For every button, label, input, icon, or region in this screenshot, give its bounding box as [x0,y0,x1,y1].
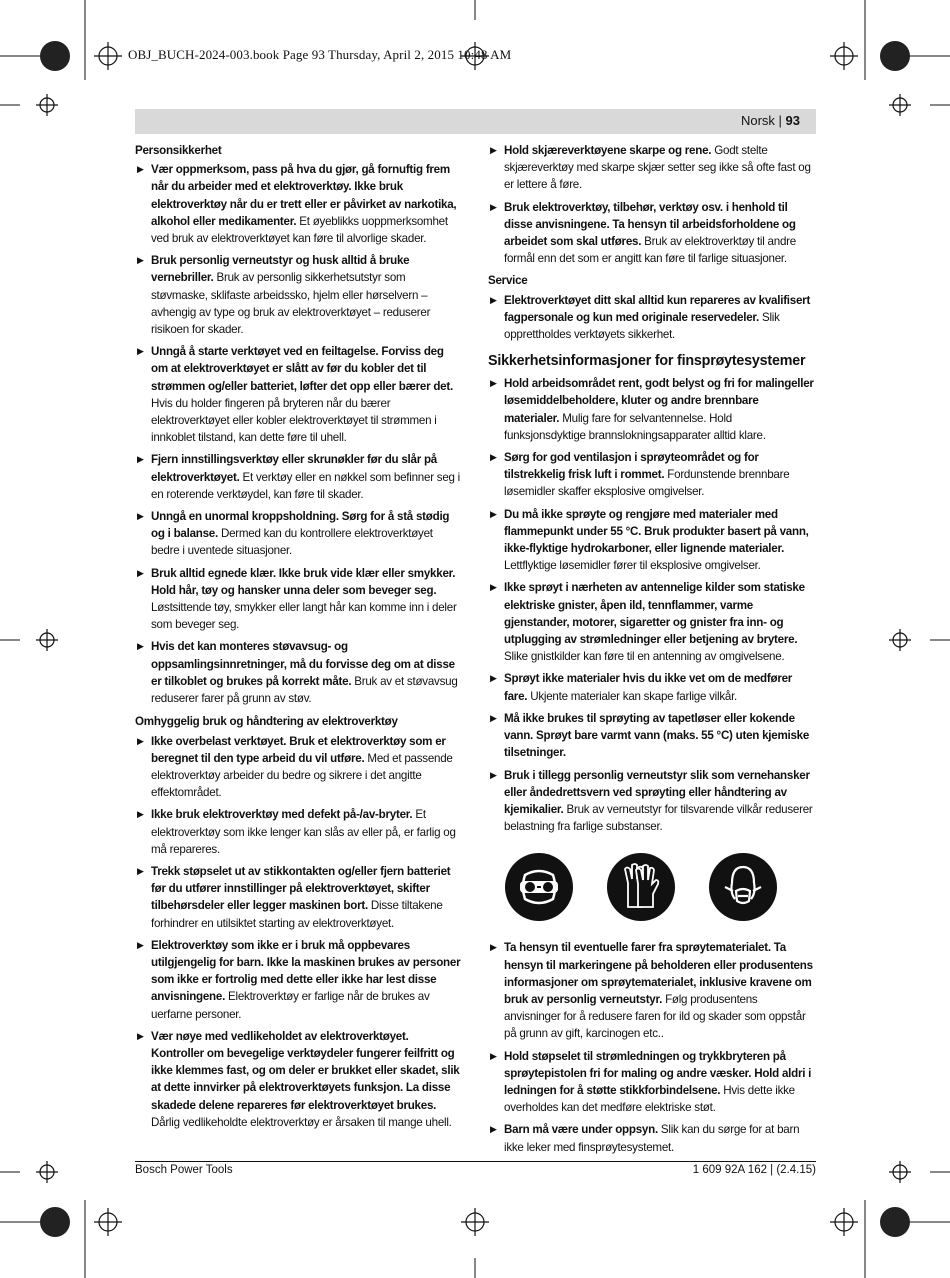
section-title-personal-safety: Personsikkerhet [135,144,222,157]
bullet-instruction: Fjern innstillingsverktøy eller skrunøkler før du slår på elektroverktøyet. [151,453,437,484]
bullet-item [135,252,462,338]
bullet-instruction: Ta hensyn til eventuelle farer fra sprøytematerialet. Ta hensyn til markeringene på beholderen eller produsentens informasjoner om sprøytematerialet, inklusive kravene om bruk av personlig verneutstyr. [504,941,813,1006]
bullet-arrow-icon: ▶ [490,769,497,780]
spray-material-list [488,939,815,1155]
bullet-arrow-icon: ▶ [137,567,144,578]
protective-gloves-icon [607,853,675,921]
bullet-explanation: Slik opprettholdes verktøyets sikkerhet. [504,310,780,342]
bullet-arrow-icon: ▶ [137,346,144,357]
section-title-careful-use: Omhyggelig bruk og håndtering av elektroverktøy [135,715,398,729]
personal-safety-list [135,161,462,707]
bullet-item [488,767,815,836]
bullet-explanation: Følg produsentens anvisninger for å redusere faren for ild og skader som oppstår på grunn av gift, karcinogen etc.. [504,992,806,1041]
bullet-instruction: Ikke sprøyt i nærheten av antennelige kilder som statiske elektriske gnister, åpen ild, tennflammer, varme gjenstander, motorer, sigaretter og gnister fra inn- og utplugging av strømledninger eller betjening av brytere. [504,581,805,647]
bullet-instruction: Må ikke brukes til sprøyting av tapetløser eller kokende vann. Sprøyt bare varmt vann (maks. 55 °C) uten kjemiske tilsetninger. [504,711,810,760]
ppe-icons-row [505,853,777,921]
bullet-explanation: Bruk av verneutstyr for tilsvarende vilkår reduserer belastning fra farlige substanser. [504,802,813,834]
bullet-instruction: Vær nøye med vedlikeholdet av elektroverktøyet. Kontroller om bevegelige verktøydeler fungerer feilfritt og ikke klemmes fast, og om deler er brukket eller skadet, slik at dette innvirker på elektroverktøyets funksjon. La disse skadede delene repareres før elektroverktøyet brukes. [151,1029,460,1112]
bullet-instruction: Ikke bruk elektroverktøy med defekt på-/av-bryter. [151,808,413,822]
service-list [488,292,815,344]
bullet-arrow-icon: ▶ [137,939,144,950]
bullet-arrow-icon: ▶ [137,809,144,820]
header-language: Norsk [740,113,775,128]
bullet-item [135,565,462,634]
bullet-item [135,937,462,1023]
bullet-item [135,508,462,560]
bullet-arrow-icon: ▶ [490,1124,497,1135]
bullet-arrow-icon: ▶ [137,454,144,465]
bullet-arrow-icon: ▶ [490,673,497,684]
section-title-service: Service [488,274,528,288]
bullet-instruction: Hold støpselet til strømledningen og trykkbryteren på sprøytepistolen fri for maling og andre væsker. Hold aldri i ledningen for å støtte stikkforbindelsene. [504,1049,812,1097]
bullet-explanation: Lettflyktige løsemidler fører til eksplosive omgivelser. [504,559,761,573]
bullet-explanation: Hvis dette ikke overholdes kan det medføre elektriske støt. [504,1083,795,1115]
bullet-explanation: Fordunstende brennbare løsemidler skaffer eksplosive omgivelser. [504,468,790,499]
footer-divider [135,1161,816,1162]
bullet-item [488,449,815,501]
bullet-item [488,375,815,444]
bullet-item [488,939,815,1042]
bullet-item [135,638,462,707]
bullet-explanation: Disse tiltakene forhindrer en utilsiktet starting av elektroverktøyet. [151,899,443,930]
page-number: 93 [785,113,800,128]
left-column [135,142,462,1136]
footer-doc-number: 1 609 92A 162 | (2.4.15) [692,1164,816,1176]
bullet-item [488,199,815,268]
bullet-arrow-icon: ▶ [137,255,144,266]
bullet-arrow-icon: ▶ [490,942,497,953]
bullet-explanation: Hvis du holder fingeren på bryteren når du bærer elektroverktøyet eller kobler elektroverktøyet til strømmen i innkoblet tilstand, kan dette føre til uhell. [151,396,437,445]
bullet-instruction: Du må ikke sprøyte og rengjøre med materialer med flammepunkt under 55 °C. Bruk produkter basert på vann, ikke-flyktige hydrokarboner, eller lignende materialer. [504,507,809,556]
bullet-item [135,1028,462,1131]
bullet-explanation: Slike gnistkilder kan føre til en antenning av omgivelsene. [504,650,785,664]
bullet-item [488,142,815,194]
bullet-item [488,710,815,762]
bullet-item [135,343,462,446]
bullet-explanation: Løstsittende tøy, smykker eller langt hår kan komme inn i deler som beveger seg. [151,601,457,632]
bullet-instruction: Unngå å starte verktøyet ved en feiltagelse. Forviss deg om at elektroverktøyet er slått av før du kobler det til strømmen og/eller batteriet, løfter det opp eller bærer det. [151,345,453,393]
section-title-spray-safety: Sikkerhetsinformasjoner for finsprøytesystemer [488,353,806,370]
bullet-arrow-icon: ▶ [490,201,497,212]
right-column [488,142,815,1161]
bullet-explanation: Et øyeblikks uoppmerksomhet ved bruk av elektroverktøyet kan føre til alvorlige skader. [151,214,448,246]
bullet-arrow-icon: ▶ [490,1050,497,1061]
print-info-line: OBJ_BUCH-2024-003.book Page 93 Thursday, April 2, 2015 10:48 AM [128,47,512,62]
bullet-instruction: Barn må være under oppsyn. [504,1123,658,1137]
bullet-instruction: Sprøyt ikke materialer hvis du ikke vet om de medfører fare. [504,672,793,703]
bullet-item [488,292,815,344]
bullet-item [488,579,815,665]
bullet-item [135,863,462,932]
bullet-instruction: Sørg for god ventilasjon i sprøyteområdet og for tilstrekkelig frisk luft i rommet. [504,451,759,482]
bullet-arrow-icon: ▶ [137,511,144,522]
bullet-instruction: Hvis det kan monteres støvavsug- og oppsamlingsinnretninger, må du forvisse deg om at disse er tilkoblet og brukes på korrekt måte. [151,640,455,688]
header-label: Norsk | 93 [740,113,800,128]
bullet-instruction: Elektroverktøy som ikke er i bruk må oppbevares utilgjengelig for barn. Ikke la maskinen brukes av personer som ikke er fortrolig med dette eller ikke har lest disse anvisningene. [151,938,461,1004]
bullet-arrow-icon: ▶ [137,865,144,876]
bullet-explanation: Med et passende elektroverktøy arbeider du bedre og sikrere i det angitte effektområdet. [151,751,453,800]
bullet-item [135,733,462,802]
bullet-instruction: Bruk i tillegg personlig verneutstyr slik som vernehansker eller åndedrettsvern ved sprøyting eller håndtering av kjemikalier. [504,768,810,816]
bullet-explanation: Et elektroverktøy som ikke lenger kan slås av eller på, er farlig og må repareres. [151,808,456,856]
careful-use-list [135,733,462,1131]
bullet-instruction: Hold skjæreverktøyene skarpe og rene. [504,144,712,157]
bullet-explanation: Mulig fare for selvantennelse. Hold funksjonsdyktige brannslokningsapparater alltid klare. [504,411,766,442]
bullet-arrow-icon: ▶ [490,508,497,519]
bullet-arrow-icon: ▶ [137,1030,144,1041]
bullet-explanation: Slik kan du sørge for at barn ikke leker med finsprøytesystemet. [504,1123,800,1154]
bullet-item [488,506,815,575]
bullet-explanation: Elektroverktøy er farlige når de brukes av uerfarne personer. [151,990,430,1021]
bullet-item [135,451,462,503]
bullet-instruction: Trekk støpselet ut av stikkontakten og/eller fjern batteriet før du utfører innstillinger på elektroverktøyet, skifter tilbehørsdeler eller legger maskinen bort. [151,864,451,913]
spray-safety-list [488,375,815,835]
bullet-arrow-icon: ▶ [490,582,497,593]
bullet-explanation: Bruk av personlig sikkerhetsutstyr som støvmaske, sklifaste arbeidssko, hjelm eller hørselvern – avhengig av type og bruk av elektroverktøyet – reduserer risikoen for skader. [151,271,431,337]
bullet-arrow-icon: ▶ [490,452,497,463]
bullet-instruction: Bruk elektroverktøy, tilbehør, verktøy osv. i henhold til disse anvisningene. Ta hensyn til arbeidsforholdene og arbeidet som skal utføres. [504,200,796,249]
bullet-explanation: Et verktøy eller en nøkkel som befinner seg i en roterende verktøydel, kan føre til skader. [151,470,461,501]
bullet-instruction: Bruk alltid egnede klær. Ikke bruk vide klær eller smykker. Hold hår, tøy og hansker unna deler som beveger seg. [151,566,456,597]
bullet-instruction: Elektroverktøyet ditt skal alltid kun repareres av kvalifisert fagpersonale og kun med originale reservedeler. [504,293,811,324]
bullet-item [135,161,462,247]
bullet-arrow-icon: ▶ [137,164,144,175]
bullet-instruction: Ikke overbelast verktøyet. Bruk et elektroverktøy som er beregnet til den type arbeid du vil utføre. [151,734,446,765]
respirator-mask-icon [709,853,777,921]
bullet-arrow-icon: ▶ [490,294,497,305]
bullet-explanation: Ukjente materialer kan skape farlige vilkår. [527,689,738,703]
bullet-explanation: Dårlig vedlikeholdte elektroverktøy er årsaken til mange uhell. [151,1115,452,1129]
bullet-arrow-icon: ▶ [490,712,497,723]
bullet-explanation: Bruk av elektroverktøy til andre formål enn det som er angitt kan føre til farlige situasjoner. [504,235,796,266]
bullet-instruction: Vær oppmerksom, pass på hva du gjør, gå fornuftig frem når du arbeider med et elektroverktøy. Ikke bruk elektroverktøy når du er trett eller er påvirket av narkotika, alkohol eller medikamenter. [151,163,457,228]
bullet-explanation: Bruk av et støvavsug reduserer farer på grunn av støv. [151,674,458,706]
bullet-item [488,670,815,704]
bullet-arrow-icon: ▶ [490,145,497,155]
bullet-instruction: Bruk personlig verneutstyr og husk alltid å bruke vernebriller. [151,254,410,285]
footer-brand: Bosch Power Tools [135,1164,233,1176]
bullet-instruction: Hold arbeidsområdet rent, godt belyst og fri for malingeller løsemiddelbeholdere, kluter og andre brennbare materialer. [504,377,814,425]
tool-care-list [488,142,815,267]
bullet-item [135,806,462,858]
bullet-item [488,1121,815,1155]
safety-goggles-icon [505,853,573,921]
bullet-explanation: Dermed kan du kontrollere elektroverktøyet bedre i uventede situasjoner. [151,527,433,558]
page-header [135,109,816,134]
bullet-explanation: Godt stelte skjæreverktøy med skarpe skjær setter seg ikke så ofte fast og er lettere å føre. [504,144,811,192]
bullet-arrow-icon: ▶ [490,378,497,389]
bullet-item [488,1048,815,1117]
bullet-arrow-icon: ▶ [137,735,144,746]
bullet-arrow-icon: ▶ [137,641,144,652]
bullet-instruction: Unngå en unormal kroppsholdning. Sørg for å stå stødig og i balanse. [151,510,450,541]
